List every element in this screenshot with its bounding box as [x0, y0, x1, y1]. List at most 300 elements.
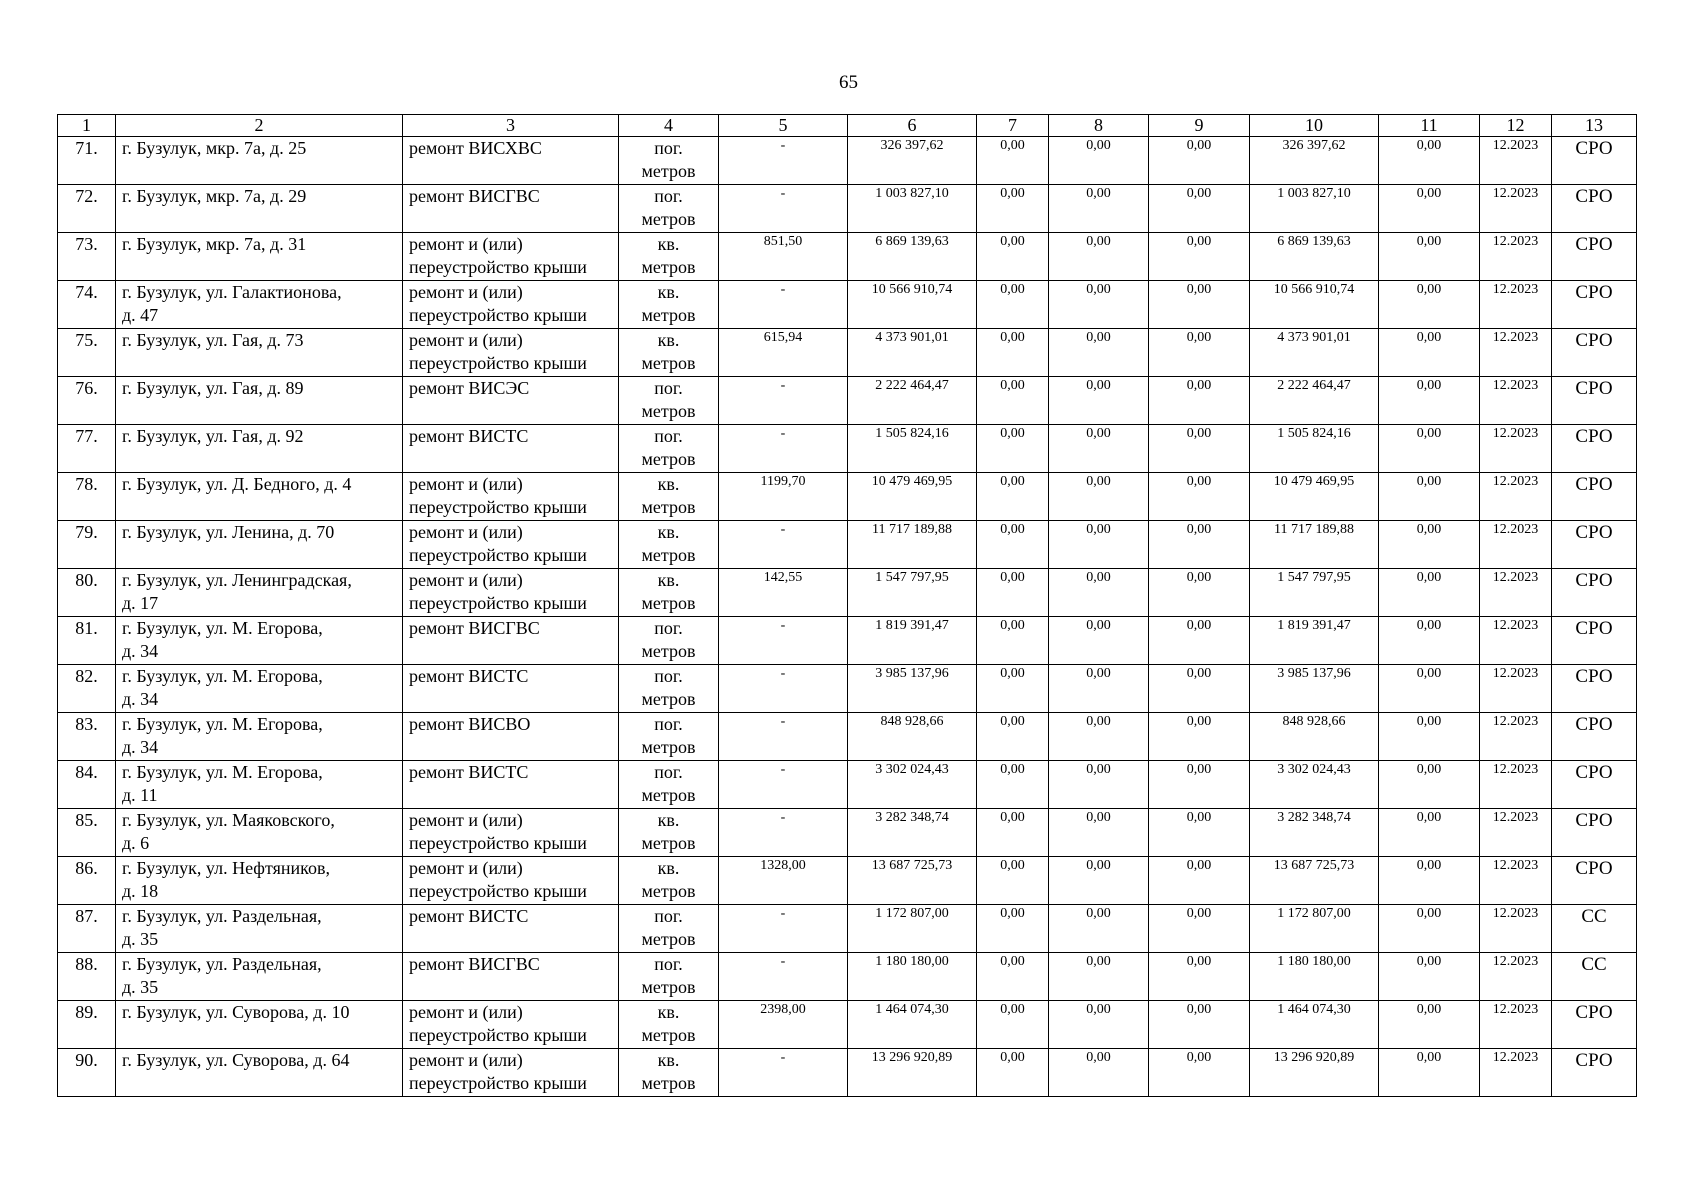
- work-type-cell-line: ремонт ВИСГВС: [409, 954, 540, 974]
- address-cell-line: г. Бузулук, ул. Суворова, д. 64: [122, 1050, 350, 1070]
- unit-cell-line: кв.: [657, 474, 680, 494]
- column-header-1: 1: [58, 115, 116, 137]
- total-cost-cell: 2 222 464,47: [848, 377, 977, 425]
- unit-cell-line: пог.: [654, 618, 683, 638]
- unit-cell-line: кв.: [657, 810, 680, 830]
- total-cost-cell: 13 687 725,73: [848, 857, 977, 905]
- deadline-cell: 12.2023: [1480, 1049, 1552, 1097]
- funding-code-cell: СРО: [1552, 761, 1637, 809]
- unit-cell-line: пог.: [654, 186, 683, 206]
- col9-value-cell: 0,00: [1149, 1049, 1250, 1097]
- funding-code-cell: СРО: [1552, 521, 1637, 569]
- work-type-cell-line: ремонт и (или): [409, 1050, 523, 1070]
- unit-cell-line: метров: [641, 641, 696, 661]
- unit-cell-line: пог.: [654, 906, 683, 926]
- col9-value-cell: 0,00: [1149, 281, 1250, 329]
- address-cell: [116, 1001, 403, 1049]
- table-row: [58, 809, 1637, 857]
- total-cost-cell: 326 397,62: [848, 137, 977, 185]
- col11-value-cell: 0,00: [1379, 617, 1480, 665]
- total-cost-cell: 6 869 139,63: [848, 233, 977, 281]
- work-type-cell-line: ремонт и (или): [409, 810, 523, 830]
- work-type-cell-line: переустройство крыши: [409, 257, 587, 277]
- unit-cell-line: метров: [641, 161, 696, 181]
- deadline-cell: 12.2023: [1480, 617, 1552, 665]
- total-cost-cell: 3 302 024,43: [848, 761, 977, 809]
- col8-value-cell: 0,00: [1049, 713, 1149, 761]
- col7-value-cell: 0,00: [977, 425, 1049, 473]
- funding-code-cell: СРО: [1552, 137, 1637, 185]
- work-type-cell: [403, 281, 619, 329]
- unit-cell: [619, 809, 719, 857]
- col9-value-cell: 0,00: [1149, 809, 1250, 857]
- unit-cell-line: кв.: [657, 282, 680, 302]
- col11-value-cell: 0,00: [1379, 713, 1480, 761]
- total-cost-cell: 1 003 827,10: [848, 185, 977, 233]
- col9-value-cell: 0,00: [1149, 425, 1250, 473]
- row-number: 78.: [58, 473, 116, 521]
- page-number: 65: [839, 72, 858, 93]
- total-cost-cell: 3 282 348,74: [848, 809, 977, 857]
- work-type-cell-line: ремонт и (или): [409, 522, 523, 542]
- work-type-cell: [403, 665, 619, 713]
- table-row: [58, 617, 1637, 665]
- col11-value-cell: 0,00: [1379, 425, 1480, 473]
- unit-cell-line: метров: [641, 305, 696, 325]
- total-cost-cell: 3 985 137,96: [848, 665, 977, 713]
- row-number: 79.: [58, 521, 116, 569]
- address-cell: [116, 761, 403, 809]
- col9-value-cell: 0,00: [1149, 185, 1250, 233]
- work-type-cell-line: ремонт ВИСТС: [409, 906, 529, 926]
- funding-code-cell: СРО: [1552, 1001, 1637, 1049]
- address-cell: [116, 233, 403, 281]
- area-cell: 615,94: [719, 329, 848, 377]
- col11-value-cell: 0,00: [1379, 233, 1480, 281]
- area-cell: -: [719, 1049, 848, 1097]
- work-type-cell-line: переустройство крыши: [409, 1025, 587, 1045]
- address-cell: [116, 665, 403, 713]
- col8-value-cell: 0,00: [1049, 1001, 1149, 1049]
- work-type-cell: [403, 905, 619, 953]
- unit-cell: [619, 761, 719, 809]
- deadline-cell: 12.2023: [1480, 137, 1552, 185]
- address-cell: [116, 617, 403, 665]
- total-cost-cell: 10 566 910,74: [848, 281, 977, 329]
- column-header-10: 10: [1250, 115, 1379, 137]
- column-header-3: 3: [403, 115, 619, 137]
- address-cell: [116, 521, 403, 569]
- col10-value-cell: 1 464 074,30: [1250, 1001, 1379, 1049]
- total-cost-cell: 1 464 074,30: [848, 1001, 977, 1049]
- funding-code-cell: СРО: [1552, 617, 1637, 665]
- work-type-cell-line: ремонт ВИСТС: [409, 666, 529, 686]
- unit-cell-line: метров: [641, 545, 696, 565]
- address-cell-line: д. 47: [122, 305, 159, 325]
- work-type-cell-line: переустройство крыши: [409, 497, 587, 517]
- address-cell-line: г. Бузулук, ул. Маяковского,: [122, 810, 335, 830]
- col11-value-cell: 0,00: [1379, 185, 1480, 233]
- col8-value-cell: 0,00: [1049, 761, 1149, 809]
- row-number: 81.: [58, 617, 116, 665]
- total-cost-cell: 10 479 469,95: [848, 473, 977, 521]
- col7-value-cell: 0,00: [977, 377, 1049, 425]
- col8-value-cell: 0,00: [1049, 329, 1149, 377]
- deadline-cell: 12.2023: [1480, 761, 1552, 809]
- funding-code-cell: СРО: [1552, 665, 1637, 713]
- address-cell-line: г. Бузулук, ул. Раздельная,: [122, 954, 322, 974]
- table-row: [58, 329, 1637, 377]
- col7-value-cell: 0,00: [977, 953, 1049, 1001]
- funding-code-cell: СС: [1552, 905, 1637, 953]
- column-header-8: 8: [1049, 115, 1149, 137]
- col9-value-cell: 0,00: [1149, 953, 1250, 1001]
- col10-value-cell: 848 928,66: [1250, 713, 1379, 761]
- work-type-cell-line: переустройство крыши: [409, 545, 587, 565]
- work-type-cell-line: ремонт и (или): [409, 474, 523, 494]
- col10-value-cell: 1 180 180,00: [1250, 953, 1379, 1001]
- work-type-cell: [403, 953, 619, 1001]
- col7-value-cell: 0,00: [977, 617, 1049, 665]
- col9-value-cell: 0,00: [1149, 617, 1250, 665]
- col9-value-cell: 0,00: [1149, 473, 1250, 521]
- address-cell: [116, 569, 403, 617]
- col7-value-cell: 0,00: [977, 569, 1049, 617]
- col7-value-cell: 0,00: [977, 185, 1049, 233]
- unit-cell: [619, 473, 719, 521]
- unit-cell-line: пог.: [654, 714, 683, 734]
- unit-cell-line: кв.: [657, 858, 680, 878]
- col10-value-cell: 6 869 139,63: [1250, 233, 1379, 281]
- row-number: 80.: [58, 569, 116, 617]
- row-number: 85.: [58, 809, 116, 857]
- unit-cell-line: кв.: [657, 1050, 680, 1070]
- col9-value-cell: 0,00: [1149, 137, 1250, 185]
- unit-cell-line: пог.: [654, 954, 683, 974]
- address-cell: [116, 281, 403, 329]
- col11-value-cell: 0,00: [1379, 329, 1480, 377]
- unit-cell: [619, 953, 719, 1001]
- address-cell-line: г. Бузулук, ул. Гая, д. 89: [122, 378, 304, 398]
- deadline-cell: 12.2023: [1480, 857, 1552, 905]
- unit-cell-line: кв.: [657, 570, 680, 590]
- col8-value-cell: 0,00: [1049, 521, 1149, 569]
- table-row: [58, 377, 1637, 425]
- unit-cell-line: пог.: [654, 138, 683, 158]
- col7-value-cell: 0,00: [977, 281, 1049, 329]
- funding-code-cell: СРО: [1552, 329, 1637, 377]
- column-header-7: 7: [977, 115, 1049, 137]
- funding-code-cell: СРО: [1552, 473, 1637, 521]
- table-row: [58, 473, 1637, 521]
- area-cell: 2398,00: [719, 1001, 848, 1049]
- total-cost-cell: 1 819 391,47: [848, 617, 977, 665]
- col7-value-cell: 0,00: [977, 137, 1049, 185]
- table-row: [58, 425, 1637, 473]
- row-number: 84.: [58, 761, 116, 809]
- funding-code-cell: СРО: [1552, 569, 1637, 617]
- address-cell: [116, 953, 403, 1001]
- row-number: 87.: [58, 905, 116, 953]
- work-type-cell-line: ремонт ВИСЭС: [409, 378, 530, 398]
- work-type-cell: [403, 425, 619, 473]
- col7-value-cell: 0,00: [977, 905, 1049, 953]
- area-cell: -: [719, 425, 848, 473]
- address-cell-line: г. Бузулук, ул. Д. Бедного, д. 4: [122, 474, 352, 494]
- unit-cell-line: метров: [641, 401, 696, 421]
- funding-code-cell: СРО: [1552, 185, 1637, 233]
- address-cell-line: д. 35: [122, 929, 159, 949]
- work-type-cell: [403, 521, 619, 569]
- unit-cell: [619, 281, 719, 329]
- column-header-4: 4: [619, 115, 719, 137]
- work-type-cell: [403, 233, 619, 281]
- deadline-cell: 12.2023: [1480, 953, 1552, 1001]
- col11-value-cell: 0,00: [1379, 953, 1480, 1001]
- col7-value-cell: 0,00: [977, 665, 1049, 713]
- unit-cell-line: кв.: [657, 234, 680, 254]
- area-cell: -: [719, 377, 848, 425]
- total-cost-cell: 11 717 189,88: [848, 521, 977, 569]
- address-cell-line: г. Бузулук, ул. Нефтяников,: [122, 858, 330, 878]
- total-cost-cell: 848 928,66: [848, 713, 977, 761]
- address-cell-line: г. Бузулук, ул. Галактионова,: [122, 282, 342, 302]
- address-cell-line: д. 34: [122, 737, 159, 757]
- work-type-cell: [403, 1001, 619, 1049]
- col9-value-cell: 0,00: [1149, 569, 1250, 617]
- deadline-cell: 12.2023: [1480, 425, 1552, 473]
- col9-value-cell: 0,00: [1149, 329, 1250, 377]
- unit-cell-line: пог.: [654, 762, 683, 782]
- address-cell-line: г. Бузулук, ул. Ленина, д. 70: [122, 522, 335, 542]
- unit-cell-line: метров: [641, 833, 696, 853]
- deadline-cell: 12.2023: [1480, 521, 1552, 569]
- row-number: 82.: [58, 665, 116, 713]
- row-number: 72.: [58, 185, 116, 233]
- unit-cell-line: метров: [641, 1073, 696, 1093]
- col8-value-cell: 0,00: [1049, 809, 1149, 857]
- unit-cell-line: пог.: [654, 666, 683, 686]
- work-type-cell: [403, 809, 619, 857]
- col11-value-cell: 0,00: [1379, 1049, 1480, 1097]
- deadline-cell: 12.2023: [1480, 185, 1552, 233]
- unit-cell-line: метров: [641, 1025, 696, 1045]
- address-cell: [116, 1049, 403, 1097]
- address-cell-line: д. 35: [122, 977, 159, 997]
- unit-cell-line: метров: [641, 497, 696, 517]
- col10-value-cell: 3 302 024,43: [1250, 761, 1379, 809]
- row-number: 88.: [58, 953, 116, 1001]
- col11-value-cell: 0,00: [1379, 281, 1480, 329]
- col9-value-cell: 0,00: [1149, 1001, 1250, 1049]
- address-cell-line: г. Бузулук, ул. М. Егорова,: [122, 714, 323, 734]
- col10-value-cell: 10 566 910,74: [1250, 281, 1379, 329]
- col8-value-cell: 0,00: [1049, 617, 1149, 665]
- area-cell: 142,55: [719, 569, 848, 617]
- address-cell: [116, 473, 403, 521]
- row-number: 75.: [58, 329, 116, 377]
- col9-value-cell: 0,00: [1149, 377, 1250, 425]
- work-type-cell-line: ремонт ВИСГВС: [409, 618, 540, 638]
- area-cell: -: [719, 905, 848, 953]
- unit-cell-line: кв.: [657, 522, 680, 542]
- total-cost-cell: 1 505 824,16: [848, 425, 977, 473]
- unit-cell-line: метров: [641, 353, 696, 373]
- work-type-cell: [403, 185, 619, 233]
- work-type-cell-line: ремонт и (или): [409, 234, 523, 254]
- work-type-cell-line: ремонт ВИСВО: [409, 714, 531, 734]
- address-cell-line: г. Бузулук, ул. М. Егорова,: [122, 762, 323, 782]
- work-type-cell-line: ремонт и (или): [409, 858, 523, 878]
- work-type-cell-line: переустройство крыши: [409, 833, 587, 853]
- address-cell-line: г. Бузулук, ул. М. Егорова,: [122, 618, 323, 638]
- deadline-cell: 12.2023: [1480, 665, 1552, 713]
- area-cell: -: [719, 761, 848, 809]
- col7-value-cell: 0,00: [977, 1049, 1049, 1097]
- col11-value-cell: 0,00: [1379, 521, 1480, 569]
- address-cell: [116, 137, 403, 185]
- deadline-cell: 12.2023: [1480, 1001, 1552, 1049]
- row-number: 73.: [58, 233, 116, 281]
- area-cell: -: [719, 185, 848, 233]
- unit-cell: [619, 329, 719, 377]
- col10-value-cell: 2 222 464,47: [1250, 377, 1379, 425]
- area-cell: -: [719, 713, 848, 761]
- area-cell: -: [719, 617, 848, 665]
- work-type-cell: [403, 569, 619, 617]
- unit-cell: [619, 1001, 719, 1049]
- col8-value-cell: 0,00: [1049, 665, 1149, 713]
- unit-cell: [619, 617, 719, 665]
- col10-value-cell: 4 373 901,01: [1250, 329, 1379, 377]
- address-cell-line: д. 34: [122, 641, 159, 661]
- row-number: 74.: [58, 281, 116, 329]
- area-cell: -: [719, 665, 848, 713]
- deadline-cell: 12.2023: [1480, 281, 1552, 329]
- col8-value-cell: 0,00: [1049, 857, 1149, 905]
- col11-value-cell: 0,00: [1379, 761, 1480, 809]
- address-cell-line: д. 6: [122, 833, 150, 853]
- table-row: [58, 1001, 1637, 1049]
- col7-value-cell: 0,00: [977, 329, 1049, 377]
- unit-cell-line: метров: [641, 209, 696, 229]
- unit-cell-line: пог.: [654, 378, 683, 398]
- table-row: [58, 857, 1637, 905]
- work-schedule-table: [57, 114, 1637, 1097]
- col8-value-cell: 0,00: [1049, 185, 1149, 233]
- deadline-cell: 12.2023: [1480, 569, 1552, 617]
- work-type-cell-line: ремонт и (или): [409, 330, 523, 350]
- col10-value-cell: 1 172 807,00: [1250, 905, 1379, 953]
- col8-value-cell: 0,00: [1049, 1049, 1149, 1097]
- col11-value-cell: 0,00: [1379, 665, 1480, 713]
- unit-cell-line: метров: [641, 593, 696, 613]
- col7-value-cell: 0,00: [977, 521, 1049, 569]
- area-cell: 1328,00: [719, 857, 848, 905]
- table-body: [58, 137, 1637, 1097]
- address-cell-line: г. Бузулук, ул. Раздельная,: [122, 906, 322, 926]
- col10-value-cell: 10 479 469,95: [1250, 473, 1379, 521]
- deadline-cell: 12.2023: [1480, 713, 1552, 761]
- work-type-cell: [403, 329, 619, 377]
- total-cost-cell: 13 296 920,89: [848, 1049, 977, 1097]
- unit-cell: [619, 665, 719, 713]
- col10-value-cell: 326 397,62: [1250, 137, 1379, 185]
- funding-code-cell: СРО: [1552, 377, 1637, 425]
- col8-value-cell: 0,00: [1049, 569, 1149, 617]
- work-type-cell-line: ремонт ВИСТС: [409, 426, 529, 446]
- work-type-cell: [403, 857, 619, 905]
- work-type-cell-line: переустройство крыши: [409, 305, 587, 325]
- unit-cell: [619, 137, 719, 185]
- col9-value-cell: 0,00: [1149, 521, 1250, 569]
- unit-cell-line: метров: [641, 929, 696, 949]
- column-header-13: 13: [1552, 115, 1637, 137]
- work-type-cell-line: ремонт и (или): [409, 570, 523, 590]
- col8-value-cell: 0,00: [1049, 377, 1149, 425]
- column-header-9: 9: [1149, 115, 1250, 137]
- col8-value-cell: 0,00: [1049, 137, 1149, 185]
- area-cell: 851,50: [719, 233, 848, 281]
- address-cell: [116, 329, 403, 377]
- table-row: [58, 665, 1637, 713]
- col8-value-cell: 0,00: [1049, 233, 1149, 281]
- col10-value-cell: 13 687 725,73: [1250, 857, 1379, 905]
- col9-value-cell: 0,00: [1149, 233, 1250, 281]
- col10-value-cell: 1 003 827,10: [1250, 185, 1379, 233]
- column-header-5: 5: [719, 115, 848, 137]
- funding-code-cell: СРО: [1552, 1049, 1637, 1097]
- funding-code-cell: СРО: [1552, 425, 1637, 473]
- col11-value-cell: 0,00: [1379, 137, 1480, 185]
- area-cell: -: [719, 137, 848, 185]
- col7-value-cell: 0,00: [977, 809, 1049, 857]
- work-type-cell-line: ремонт ВИСГВС: [409, 186, 540, 206]
- unit-cell: [619, 425, 719, 473]
- col8-value-cell: 0,00: [1049, 281, 1149, 329]
- unit-cell: [619, 857, 719, 905]
- table-row: [58, 569, 1637, 617]
- col8-value-cell: 0,00: [1049, 953, 1149, 1001]
- work-type-cell: [403, 473, 619, 521]
- total-cost-cell: 4 373 901,01: [848, 329, 977, 377]
- row-number: 77.: [58, 425, 116, 473]
- unit-cell-line: метров: [641, 449, 696, 469]
- col11-value-cell: 0,00: [1379, 569, 1480, 617]
- deadline-cell: 12.2023: [1480, 473, 1552, 521]
- col11-value-cell: 0,00: [1379, 857, 1480, 905]
- work-type-cell: [403, 377, 619, 425]
- address-cell-line: г. Бузулук, ул. М. Егорова,: [122, 666, 323, 686]
- funding-code-cell: СРО: [1552, 809, 1637, 857]
- deadline-cell: 12.2023: [1480, 809, 1552, 857]
- col9-value-cell: 0,00: [1149, 713, 1250, 761]
- table-row: [58, 713, 1637, 761]
- row-number: 83.: [58, 713, 116, 761]
- work-type-cell-line: переустройство крыши: [409, 1073, 587, 1093]
- table-row: [58, 1049, 1637, 1097]
- row-number: 71.: [58, 137, 116, 185]
- address-cell-line: д. 34: [122, 689, 159, 709]
- unit-cell-line: метров: [641, 689, 696, 709]
- col11-value-cell: 0,00: [1379, 1001, 1480, 1049]
- col11-value-cell: 0,00: [1379, 377, 1480, 425]
- work-type-cell-line: ремонт ВИСХВС: [409, 138, 542, 158]
- area-cell: -: [719, 281, 848, 329]
- col7-value-cell: 0,00: [977, 473, 1049, 521]
- table-row: [58, 233, 1637, 281]
- work-type-cell-line: переустройство крыши: [409, 353, 587, 373]
